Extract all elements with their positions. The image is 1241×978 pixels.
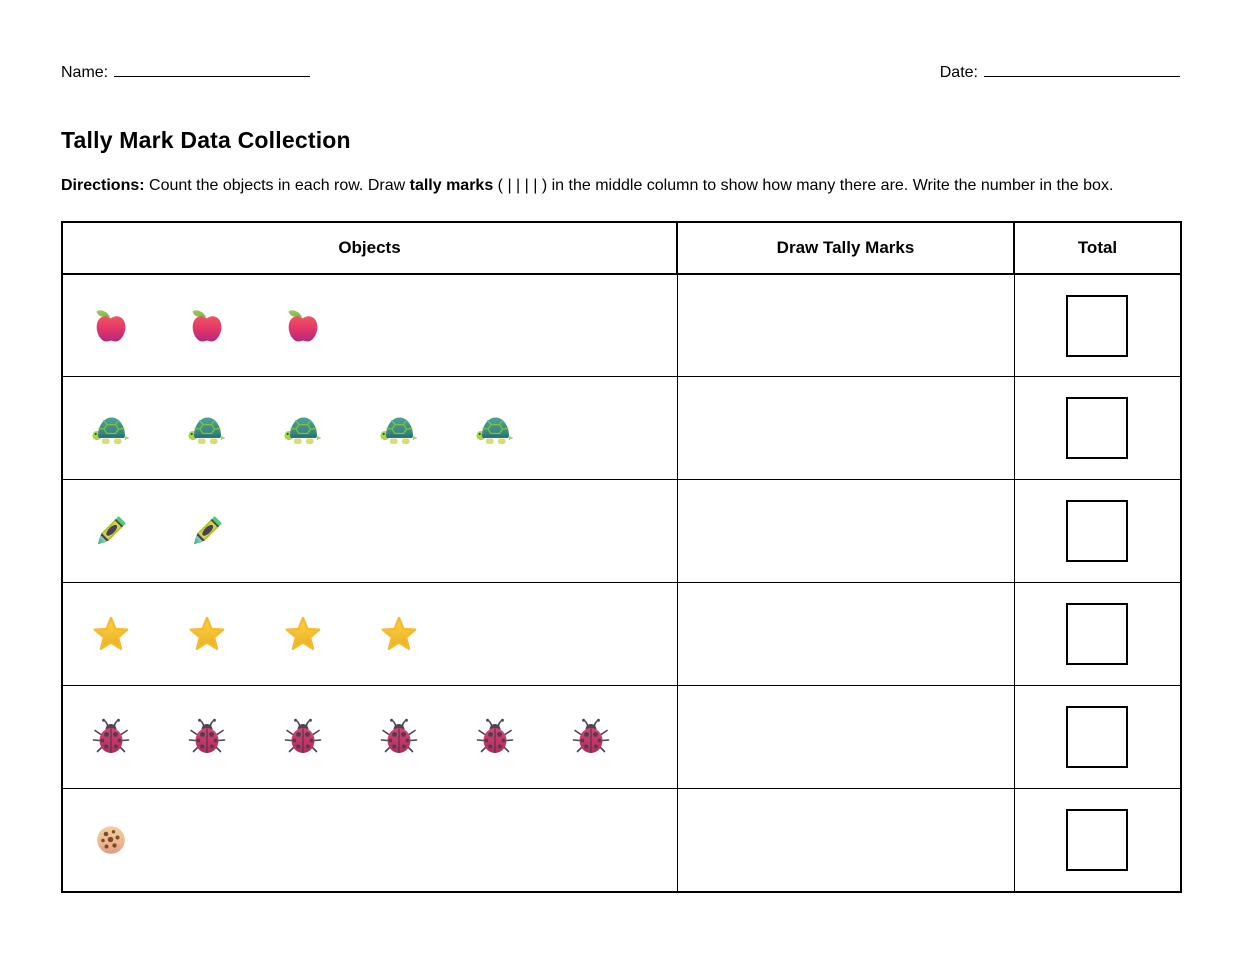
- turtle-total-box: [1066, 397, 1128, 459]
- table-row: [62, 377, 1181, 480]
- apple-objects-cell: [62, 274, 677, 377]
- apple-total-cell: [1014, 274, 1181, 377]
- star-objects-cell: [62, 583, 677, 686]
- cookie-total-box: [1066, 809, 1128, 871]
- cookie-objects-cell: [62, 789, 677, 892]
- ladybug-icon: [379, 717, 419, 757]
- turtle-icon: [283, 408, 323, 448]
- ladybug-tally-cell: [677, 686, 1014, 789]
- name-field: [61, 60, 310, 82]
- objects-column-header: Objects: [62, 222, 677, 274]
- header-row: [62, 222, 1181, 274]
- star-icon: [379, 614, 419, 654]
- crayon-icon: [91, 511, 131, 551]
- crayon-icon: [187, 511, 227, 551]
- turtle-icon: [475, 408, 515, 448]
- cookie-tally-cell: [677, 789, 1014, 892]
- directions-bold-tally-marks: tally marks: [409, 176, 494, 194]
- table-body: [62, 274, 1181, 892]
- directions-part1: Count the objects in each row. Draw: [144, 176, 410, 194]
- name-blank-line: [114, 60, 310, 77]
- apple-total-box: [1066, 295, 1128, 357]
- cookie-icon: [91, 820, 131, 860]
- tally-table: [61, 221, 1182, 893]
- ladybug-icon: [283, 717, 323, 757]
- date-field: [940, 60, 1180, 82]
- ladybug-icon: [91, 717, 131, 757]
- apple-icon: [91, 306, 131, 346]
- tally-column-header: Draw Tally Marks: [677, 222, 1014, 274]
- page-title: Tally Mark Data Collection: [61, 126, 351, 153]
- turtle-objects-cell: [62, 377, 677, 480]
- star-tally-cell: [677, 583, 1014, 686]
- turtle-tally-cell: [677, 377, 1014, 480]
- crayon-total-box: [1066, 500, 1128, 562]
- ladybug-icon: [571, 717, 611, 757]
- table-row: [62, 686, 1181, 789]
- date-blank-line: [984, 60, 1180, 77]
- star-icon: [283, 614, 323, 654]
- ladybug-total-cell: [1014, 686, 1181, 789]
- ladybug-icon: [475, 717, 515, 757]
- ladybug-icon: [187, 717, 227, 757]
- apple-icon: [187, 306, 227, 346]
- turtle-icon: [91, 408, 131, 448]
- name-label: Name:: [61, 63, 109, 81]
- table-row: [62, 789, 1181, 892]
- ladybug-objects-cell: [62, 686, 677, 789]
- date-label: Date:: [939, 63, 978, 81]
- star-icon: [187, 614, 227, 654]
- star-icon: [91, 614, 131, 654]
- crayon-total-cell: [1014, 480, 1181, 583]
- directions-text: [61, 176, 1180, 196]
- total-column-header: Total: [1014, 222, 1181, 274]
- table-row: [62, 480, 1181, 583]
- ladybug-total-box: [1066, 706, 1128, 768]
- table-row: [62, 274, 1181, 377]
- apple-tally-cell: [677, 274, 1014, 377]
- cookie-total-cell: [1014, 789, 1181, 892]
- turtle-total-cell: [1014, 377, 1181, 480]
- crayon-tally-cell: [677, 480, 1014, 583]
- turtle-icon: [187, 408, 227, 448]
- directions-label: Directions:: [61, 176, 145, 194]
- turtle-icon: [379, 408, 419, 448]
- star-total-box: [1066, 603, 1128, 665]
- name-date-row: [61, 60, 1180, 82]
- crayon-objects-cell: [62, 480, 677, 583]
- table-row: [62, 583, 1181, 686]
- star-total-cell: [1014, 583, 1181, 686]
- directions-part2: ( | | | | ) in the middle column to show how many there are. Write the number in the box.: [493, 176, 1114, 194]
- apple-icon: [283, 306, 323, 346]
